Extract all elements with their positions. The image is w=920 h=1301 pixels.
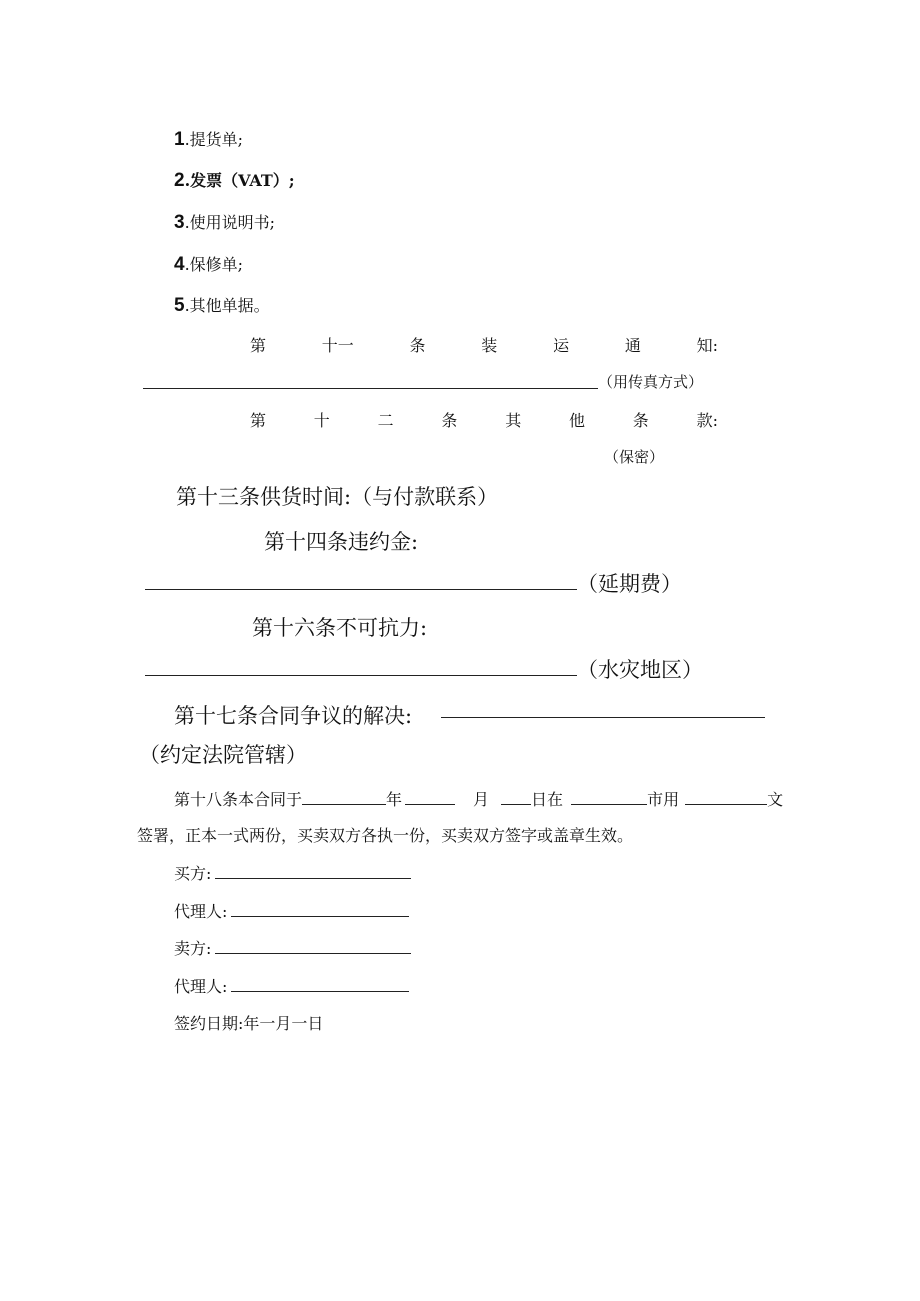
title-char: 他 bbox=[568, 411, 585, 430]
title-char: 其 bbox=[505, 411, 522, 430]
article-17-title: 第十七条合同争议的解决: bbox=[174, 704, 413, 728]
article-18-line bbox=[174, 786, 784, 810]
article-12-title bbox=[250, 408, 718, 431]
list-text: .提货单; bbox=[184, 130, 244, 149]
article-11-title bbox=[250, 333, 718, 356]
article-14-title: 第十四条违约金: bbox=[264, 530, 419, 554]
blank-line bbox=[231, 898, 409, 917]
title-char: 二 bbox=[377, 411, 394, 430]
list-number: 1 bbox=[174, 129, 185, 150]
blank-line bbox=[302, 786, 386, 805]
list-text: .发票（VAT）; bbox=[184, 171, 295, 190]
article-16-title: 第十六条不可抗力: bbox=[252, 616, 428, 640]
blank-line bbox=[571, 786, 647, 805]
month-label: 月 bbox=[473, 790, 490, 809]
blank-line bbox=[685, 786, 767, 805]
list-item bbox=[174, 293, 270, 317]
day-label: 日在 bbox=[531, 790, 564, 809]
list-text: .保修单; bbox=[184, 255, 244, 274]
list-item bbox=[174, 210, 275, 234]
seller-label: 卖方: bbox=[174, 939, 212, 958]
blank-line bbox=[145, 589, 577, 590]
article-18-line2: 签署，正本一式两份，买卖双方各执一份，买卖双方签字或盖章生效。 bbox=[137, 826, 634, 845]
blank-line bbox=[143, 388, 598, 389]
buyer-signature bbox=[174, 860, 411, 884]
blank-line bbox=[231, 973, 409, 992]
list-number: 2 bbox=[174, 170, 185, 191]
title-char: 运 bbox=[553, 336, 570, 355]
seller-signature bbox=[174, 935, 411, 959]
title-char: 通 bbox=[624, 336, 641, 355]
buyer-agent-signature bbox=[174, 898, 409, 922]
article-16-note: （水灾地区） bbox=[577, 658, 703, 682]
title-char: 条 bbox=[632, 411, 649, 430]
list-number: 3 bbox=[174, 212, 185, 233]
blank-line bbox=[405, 786, 455, 805]
article-13: 第十三条供货时间:（与付款联系） bbox=[176, 485, 499, 509]
title-char: 十一 bbox=[321, 336, 354, 355]
title-char: 装 bbox=[481, 336, 498, 355]
title-char: 第 bbox=[250, 411, 267, 430]
blank-line bbox=[215, 935, 411, 954]
list-item bbox=[174, 168, 295, 192]
list-item bbox=[174, 127, 243, 151]
buyer-agent-label: 代理人: bbox=[174, 902, 228, 921]
blank-line bbox=[441, 717, 765, 718]
article-17-note: （约定法院管辖） bbox=[139, 743, 307, 767]
seller-agent-label: 代理人: bbox=[174, 977, 228, 996]
article-14-note: （延期费） bbox=[577, 572, 682, 596]
buyer-label: 买方: bbox=[174, 864, 212, 883]
blank-line bbox=[145, 675, 577, 676]
list-item bbox=[174, 252, 243, 276]
article-18-prefix: 第十八条本合同于 bbox=[174, 790, 303, 809]
title-char: 条 bbox=[409, 336, 426, 355]
list-text: .其他单据。 bbox=[184, 296, 270, 315]
city-label: 市用 bbox=[647, 790, 680, 809]
blank-line bbox=[215, 860, 411, 879]
list-number: 5 bbox=[174, 295, 185, 316]
blank-line bbox=[501, 786, 531, 805]
seller-agent-signature bbox=[174, 973, 409, 997]
language-label: 文 bbox=[767, 790, 784, 809]
title-char: 条 bbox=[441, 411, 458, 430]
year-label: 年 bbox=[386, 790, 403, 809]
title-char: 十 bbox=[313, 411, 330, 430]
article-11-note: （用传真方式） bbox=[598, 373, 704, 391]
list-text: .使用说明书; bbox=[184, 213, 276, 232]
title-char: 款: bbox=[696, 411, 718, 430]
title-char: 知: bbox=[696, 336, 718, 355]
title-char: 第 bbox=[250, 336, 267, 355]
article-12-note: （保密） bbox=[604, 448, 665, 466]
signing-date: 签约日期:年一月一日 bbox=[174, 1014, 324, 1033]
list-number: 4 bbox=[174, 254, 185, 275]
